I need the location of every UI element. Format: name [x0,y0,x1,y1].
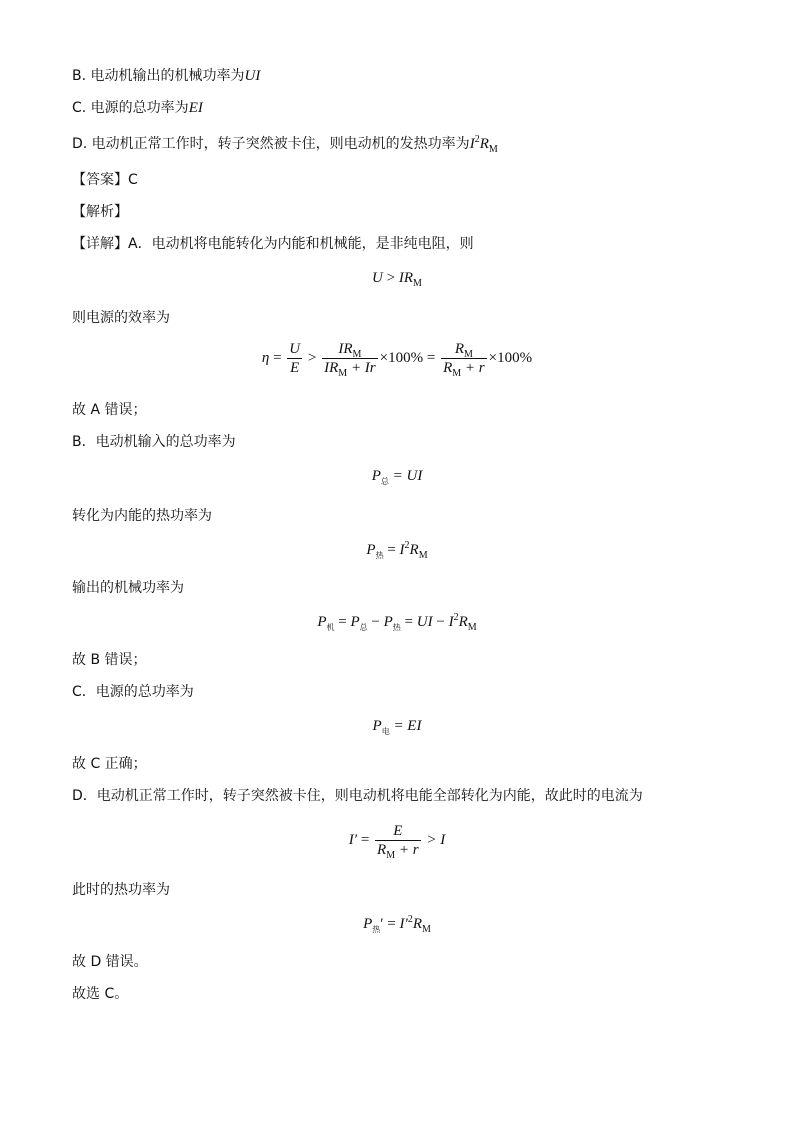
eq1-op: > [382,270,399,286]
eq7-eq: = [357,831,374,848]
eq5-exp: 2 [453,612,459,623]
option-b-expr: UI [244,68,261,84]
b-conclusion [72,650,147,670]
d-intro [72,786,643,806]
eq4-eq: = [383,542,400,558]
eq2-num2-sub: M [352,349,362,360]
d-conclusion [72,952,148,972]
equation-6 [0,716,794,736]
eq8-r: R [412,916,422,932]
eq2-den3b: + r [461,360,485,376]
eq2-den2a: IR [324,360,339,376]
eq8-prime: ′ [380,916,384,932]
eq2-den3a: R [443,360,453,376]
eq7-den-b: + r [395,842,419,858]
eq2-den2 [322,359,378,377]
eq7-den-a: R [377,842,387,858]
equation-4 [0,540,794,560]
eq5-sub1: 机 [326,623,335,632]
a-conclusion [72,400,146,420]
eq5-minus1: − [367,614,384,630]
equation-2 [0,340,794,377]
eq2-den2b: + Ir [347,360,376,376]
eq2-num1: U [289,341,301,357]
eq3-p: P [371,468,381,484]
b-intro [72,432,236,452]
option-d [72,134,498,154]
efficiency-intro-text: 则电源的效率为 [72,310,170,326]
eq2-gt: > [304,349,321,366]
d-intro-text: D．电动机正常工作时，转子突然被卡住，则电动机将电能全部转化为内能，故此时的电流为 [72,788,643,804]
equation-7 [0,822,794,859]
option-d-sub: M [488,144,498,155]
equation-3 [0,466,794,486]
eq2-eta: η [261,349,270,366]
eq6-rhs: = EI [389,718,422,734]
eq2-times1: ×100% [379,349,424,366]
eq2-frac3 [441,340,487,377]
eq5-ui: UI [416,614,433,630]
eq5-eq2: = [400,614,417,630]
answer-label: 【答案】 [72,172,128,188]
eq5-p2: P [350,614,360,630]
eq2-times2: ×100% [488,349,533,366]
eq2-num3 [441,340,487,359]
eq3-rhs: = UI [388,468,423,484]
b-intro-text: B．电动机输入的总功率为 [72,434,236,450]
eq5-sub3: 热 [392,623,401,632]
option-d-expr [469,134,498,155]
eq7-num: E [375,822,421,841]
eq8-p: P [363,916,373,932]
detail-label: 【详解】 [72,236,128,252]
option-c [72,98,203,118]
answer-line [72,170,138,190]
eq2-num3-sub: M [464,349,473,360]
c-intro-text: C．电源的总功率为 [72,684,194,700]
option-d-i: I [469,136,475,152]
eq4-i: I [399,542,405,558]
eq5-sub2: 总 [359,623,368,632]
detail-a-intro-text: A．电动机将电能转化为内能和机械能，是非纯电阻，则 [128,236,474,252]
eq2-den3 [441,359,487,377]
c-intro [72,682,194,702]
final-answer [72,984,128,1004]
eq2-frac1 [287,340,302,377]
option-b [72,66,260,86]
eq8-sub: 热 [372,925,381,934]
final-answer-text: 故选 C。 [72,986,129,1002]
eq6-p: P [372,718,382,734]
eq2-num2-text: IR [338,341,353,357]
eq7-den [375,841,421,859]
efficiency-intro [72,308,170,328]
eq8-i: I′ [399,916,408,932]
eq2-frac2 [322,340,378,377]
eq3-sub: 总 [380,477,389,486]
equation-8 [0,914,794,934]
d-conclusion-text: 故 D 错误。 [72,954,148,970]
c-conclusion-text: 故 C 正确； [72,756,147,772]
mech-intro-text: 输出的机械功率为 [72,580,184,596]
option-d-r: R [479,136,489,152]
eq2-eq: = [269,349,286,366]
eq2-num2 [322,340,378,359]
eq5-p1: P [317,614,327,630]
option-c-text: C. 电源的总功率为 [72,100,189,116]
equation-5 [0,612,794,632]
a-conclusion-text: 故 A 错误； [72,402,147,418]
eq5-rsub: M [467,622,477,633]
eq2-den2a-sub: M [338,368,348,379]
eq4-p: P [366,542,376,558]
option-d-exp: 2 [474,134,480,145]
eq5-r: R [458,614,468,630]
analysis-label [72,202,128,222]
eq8-rsub: M [421,924,431,935]
eq5-i: I [448,614,454,630]
heat2-intro-text: 此时的热功率为 [72,882,170,898]
option-c-expr: EI [188,100,203,116]
eq8-eq: = [383,916,400,932]
eq7-lhs: I′ [348,831,358,848]
b-conclusion-text: 故 B 错误； [72,652,147,668]
eq5-eq1: = [334,614,351,630]
eq4-sub: 热 [375,551,384,560]
eq4-r: R [409,542,419,558]
c-conclusion [72,754,147,774]
analysis-label-text: 【解析】 [72,204,128,220]
eq2-num3-text: R [454,341,464,357]
eq5-minus2: − [432,614,449,630]
eq4-exp: 2 [404,540,410,551]
eq2-den3a-sub: M [452,368,462,379]
equation-1 [0,268,794,288]
eq7-frac [375,822,421,859]
eq5-p3: P [383,614,393,630]
option-d-text: D. 电动机正常工作时，转子突然被卡住，则电动机的发热功率为 [72,136,470,152]
eq8-exp: 2 [407,914,413,925]
eq1-rhs: IR [398,270,414,286]
eq1-lhs: U [372,270,383,286]
heat-intro [72,506,212,526]
eq7-gt: > I [422,831,446,848]
eq2-den1: E [290,360,300,376]
eq6-sub: 电 [381,727,390,736]
answer-value: C [128,172,138,188]
eq2-eq2: = [423,349,440,366]
option-b-text: B. 电动机输出的机械功率为 [72,68,245,84]
mech-intro [72,578,184,598]
heat-intro-text: 转化为内能的热功率为 [72,508,212,524]
heat2-intro [72,880,170,900]
eq4-rsub: M [418,550,428,561]
detail-a-intro [72,234,474,254]
eq1-sub: M [413,278,422,289]
eq7-den-a-sub: M [386,850,396,861]
